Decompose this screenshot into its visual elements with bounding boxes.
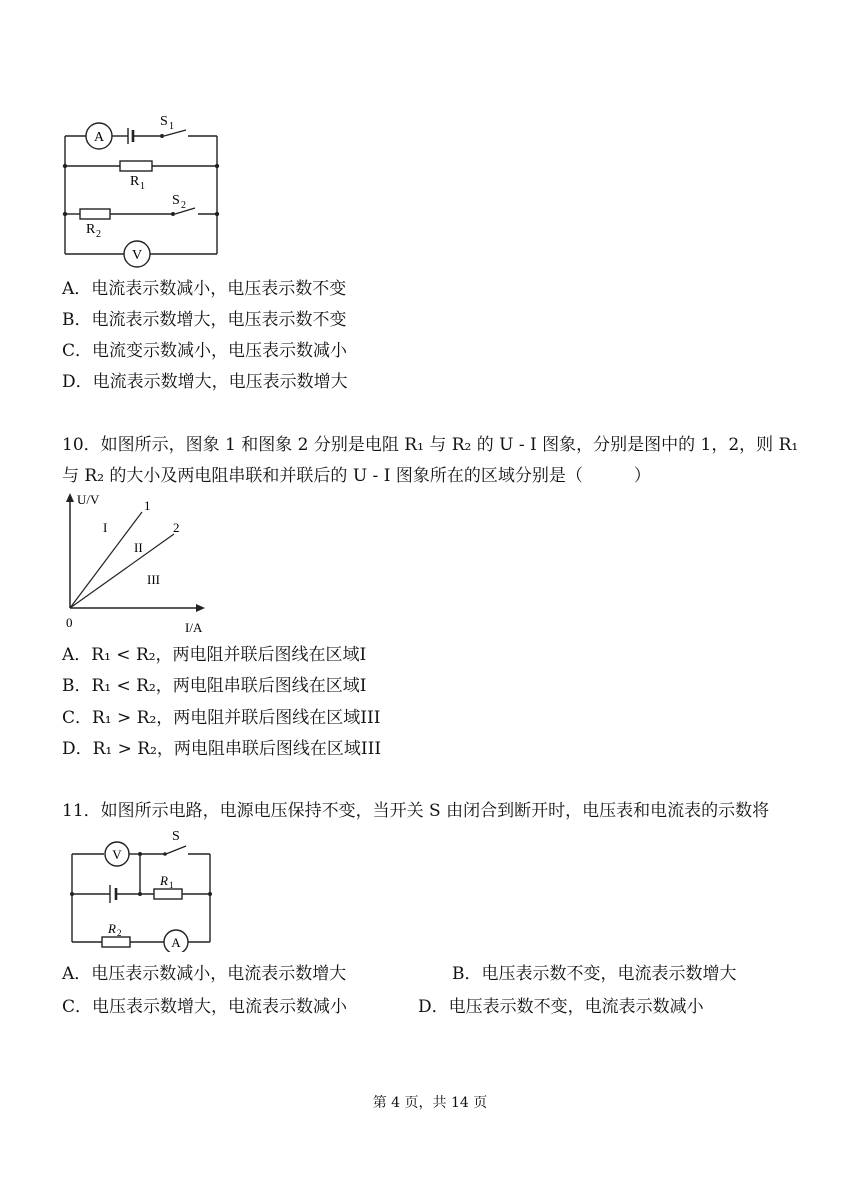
q9-circuit-diagram [60, 108, 230, 274]
q11-option-a: A．电压表示数减小，电流表示数增大 [62, 964, 347, 984]
q10-line1-label: 1 [144, 498, 151, 513]
q10-option-c: C．R₁ > R₂，两电阻并联后图线在区域III [62, 708, 381, 728]
q11-ammeter-label: A [171, 935, 181, 950]
q9-r2-label: R [86, 222, 96, 237]
q11-r2-label: R [108, 921, 116, 936]
q9-option-d: D．电流表示数增大，电压表示数增大 [62, 372, 348, 392]
q10-stem-line2: 与 R₂ 的大小及两电阻串联和并联后的 U - I 图象所在的区域分别是（ ） [62, 466, 651, 486]
q10-line2-label: 2 [173, 520, 180, 535]
q9-r1-label: R [130, 174, 140, 189]
q9-s2-sub: 2 [181, 200, 186, 211]
q9-option-a: A．电流表示数减小，电压表示数不变 [62, 279, 347, 299]
q11-voltmeter-label: V [112, 847, 122, 862]
q11-r1-sub: 1 [169, 880, 174, 890]
q10-ui-graph [58, 490, 218, 638]
q10-y-axis-label: U/V [77, 492, 100, 507]
q9-s1-sub: 1 [169, 121, 174, 132]
q9-s1-label: S [160, 114, 168, 129]
q11-r2-sub: 2 [117, 928, 122, 938]
q9-r1-sub: 1 [140, 181, 145, 192]
q10-region1-label: I [103, 520, 108, 535]
q9-voltmeter-label: V [131, 248, 143, 263]
q9-option-c: C．电流变示数减小，电压表示数减小 [62, 341, 348, 361]
q11-stem: 11．如图所示电路，电源电压保持不变，当开关 S 由闭合到断开时，电压表和电流表的示数将 [62, 801, 770, 821]
q10-option-b: B．R₁ < R₂，两电阻串联后图线在区域I [62, 676, 367, 696]
q10-origin-label: 0 [66, 615, 73, 630]
q10-region2-label: II [134, 540, 143, 555]
q10-region3-label: III [147, 572, 160, 587]
q10-option-d: D．R₁ > R₂，两电阻串联后图线在区域III [62, 739, 382, 759]
q10-stem-line1: 10．如图所示，图象 1 和图象 2 分别是电阻 R₁ 与 R₂ 的 U - I 图象，分别是图中的 1，2，则 R₁ [62, 435, 799, 455]
q11-option-d: D．电压表示数不变，电流表示数减小 [418, 997, 704, 1017]
q11-option-b: B．电压表示数不变，电流表示数增大 [452, 964, 737, 984]
page-footer: 第 4 页，共 14 页 [372, 1095, 488, 1111]
q9-r2-sub: 2 [96, 229, 101, 240]
q11-r1-label: R [160, 873, 168, 888]
q9-s2-label: S [172, 193, 180, 208]
q10-option-a: A．R₁ < R₂，两电阻并联后图线在区域I [62, 645, 367, 665]
q9-option-b: B．电流表示数增大，电压表示数不变 [62, 310, 347, 330]
q11-switch-label: S [172, 829, 180, 844]
q11-option-c: C．电压表示数增大，电流表示数减小 [62, 997, 348, 1017]
q10-x-axis-label: I/A [185, 620, 203, 635]
q11-circuit-diagram [66, 822, 216, 952]
q9-ammeter-label: A [93, 130, 105, 145]
